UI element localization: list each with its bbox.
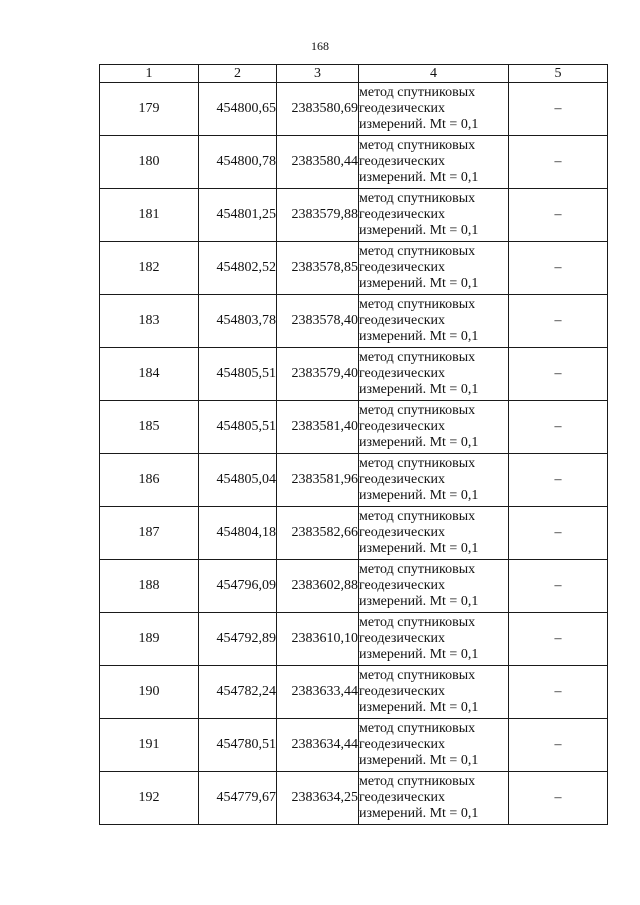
table-row bbox=[100, 348, 608, 401]
x-coordinate-cell: 454796,09 bbox=[199, 560, 277, 613]
table-row bbox=[100, 666, 608, 719]
method-description-cell: метод спутниковых геодезических измерений. Mt = 0,1 bbox=[359, 136, 509, 189]
note-cell: – bbox=[509, 295, 608, 348]
point-number-cell: 185 bbox=[100, 401, 199, 454]
note-cell: – bbox=[509, 454, 608, 507]
x-coordinate-cell: 454804,18 bbox=[199, 507, 277, 560]
point-number-cell: 192 bbox=[100, 772, 199, 825]
header-col-2: 2 bbox=[199, 65, 277, 83]
header-col-1: 1 bbox=[100, 65, 199, 83]
table-row bbox=[100, 507, 608, 560]
point-number-cell: 181 bbox=[100, 189, 199, 242]
table-row bbox=[100, 83, 608, 136]
method-description-cell: метод спутниковых геодезических измерений. Mt = 0,1 bbox=[359, 772, 509, 825]
x-coordinate-cell: 454805,51 bbox=[199, 348, 277, 401]
y-coordinate-cell: 2383602,88 bbox=[277, 560, 359, 613]
x-coordinate-cell: 454805,51 bbox=[199, 401, 277, 454]
point-number-cell: 182 bbox=[100, 242, 199, 295]
method-description-cell: метод спутниковых геодезических измерений. Mt = 0,1 bbox=[359, 560, 509, 613]
table-row bbox=[100, 136, 608, 189]
note-cell: – bbox=[509, 348, 608, 401]
point-number-cell: 188 bbox=[100, 560, 199, 613]
header-col-4: 4 bbox=[359, 65, 509, 83]
table-row bbox=[100, 719, 608, 772]
table-row bbox=[100, 189, 608, 242]
y-coordinate-cell: 2383580,44 bbox=[277, 136, 359, 189]
y-coordinate-cell: 2383610,10 bbox=[277, 613, 359, 666]
point-number-cell: 191 bbox=[100, 719, 199, 772]
y-coordinate-cell: 2383578,85 bbox=[277, 242, 359, 295]
x-coordinate-cell: 454805,04 bbox=[199, 454, 277, 507]
x-coordinate-cell: 454780,51 bbox=[199, 719, 277, 772]
y-coordinate-cell: 2383579,40 bbox=[277, 348, 359, 401]
table-row bbox=[100, 242, 608, 295]
method-description-cell: метод спутниковых геодезических измерений. Mt = 0,1 bbox=[359, 83, 509, 136]
note-cell: – bbox=[509, 772, 608, 825]
note-cell: – bbox=[509, 242, 608, 295]
note-cell: – bbox=[509, 507, 608, 560]
x-coordinate-cell: 454782,24 bbox=[199, 666, 277, 719]
method-description-cell: метод спутниковых геодезических измерений. Mt = 0,1 bbox=[359, 613, 509, 666]
table-row bbox=[100, 772, 608, 825]
header-col-5: 5 bbox=[509, 65, 608, 83]
point-number-cell: 180 bbox=[100, 136, 199, 189]
y-coordinate-cell: 2383634,25 bbox=[277, 772, 359, 825]
x-coordinate-cell: 454800,65 bbox=[199, 83, 277, 136]
y-coordinate-cell: 2383633,44 bbox=[277, 666, 359, 719]
method-description-cell: метод спутниковых геодезических измерений. Mt = 0,1 bbox=[359, 242, 509, 295]
coordinates-table bbox=[99, 64, 608, 825]
x-coordinate-cell: 454792,89 bbox=[199, 613, 277, 666]
x-coordinate-cell: 454779,67 bbox=[199, 772, 277, 825]
y-coordinate-cell: 2383578,40 bbox=[277, 295, 359, 348]
header-col-3: 3 bbox=[277, 65, 359, 83]
note-cell: – bbox=[509, 613, 608, 666]
point-number-cell: 186 bbox=[100, 454, 199, 507]
method-description-cell: метод спутниковых геодезических измерений. Mt = 0,1 bbox=[359, 295, 509, 348]
point-number-cell: 179 bbox=[100, 83, 199, 136]
table-row bbox=[100, 454, 608, 507]
note-cell: – bbox=[509, 666, 608, 719]
point-number-cell: 187 bbox=[100, 507, 199, 560]
method-description-cell: метод спутниковых геодезических измерений. Mt = 0,1 bbox=[359, 454, 509, 507]
note-cell: – bbox=[509, 136, 608, 189]
note-cell: – bbox=[509, 719, 608, 772]
method-description-cell: метод спутниковых геодезических измерений. Mt = 0,1 bbox=[359, 348, 509, 401]
table-row bbox=[100, 401, 608, 454]
method-description-cell: метод спутниковых геодезических измерений. Mt = 0,1 bbox=[359, 666, 509, 719]
method-description-cell: метод спутниковых геодезических измерений. Mt = 0,1 bbox=[359, 507, 509, 560]
note-cell: – bbox=[509, 189, 608, 242]
point-number-cell: 183 bbox=[100, 295, 199, 348]
x-coordinate-cell: 454801,25 bbox=[199, 189, 277, 242]
note-cell: – bbox=[509, 560, 608, 613]
x-coordinate-cell: 454802,52 bbox=[199, 242, 277, 295]
note-cell: – bbox=[509, 83, 608, 136]
table-row bbox=[100, 613, 608, 666]
y-coordinate-cell: 2383582,66 bbox=[277, 507, 359, 560]
point-number-cell: 190 bbox=[100, 666, 199, 719]
point-number-cell: 189 bbox=[100, 613, 199, 666]
method-description-cell: метод спутниковых геодезических измерений. Mt = 0,1 bbox=[359, 719, 509, 772]
y-coordinate-cell: 2383580,69 bbox=[277, 83, 359, 136]
table-row bbox=[100, 295, 608, 348]
method-description-cell: метод спутниковых геодезических измерений. Mt = 0,1 bbox=[359, 401, 509, 454]
y-coordinate-cell: 2383581,40 bbox=[277, 401, 359, 454]
y-coordinate-cell: 2383581,96 bbox=[277, 454, 359, 507]
y-coordinate-cell: 2383634,44 bbox=[277, 719, 359, 772]
point-number-cell: 184 bbox=[100, 348, 199, 401]
y-coordinate-cell: 2383579,88 bbox=[277, 189, 359, 242]
table-body bbox=[100, 83, 608, 825]
header-row bbox=[100, 65, 608, 83]
method-description-cell: метод спутниковых геодезических измерений. Mt = 0,1 bbox=[359, 189, 509, 242]
x-coordinate-cell: 454803,78 bbox=[199, 295, 277, 348]
page-number: 168 bbox=[311, 39, 329, 53]
note-cell: – bbox=[509, 401, 608, 454]
table-row bbox=[100, 560, 608, 613]
x-coordinate-cell: 454800,78 bbox=[199, 136, 277, 189]
